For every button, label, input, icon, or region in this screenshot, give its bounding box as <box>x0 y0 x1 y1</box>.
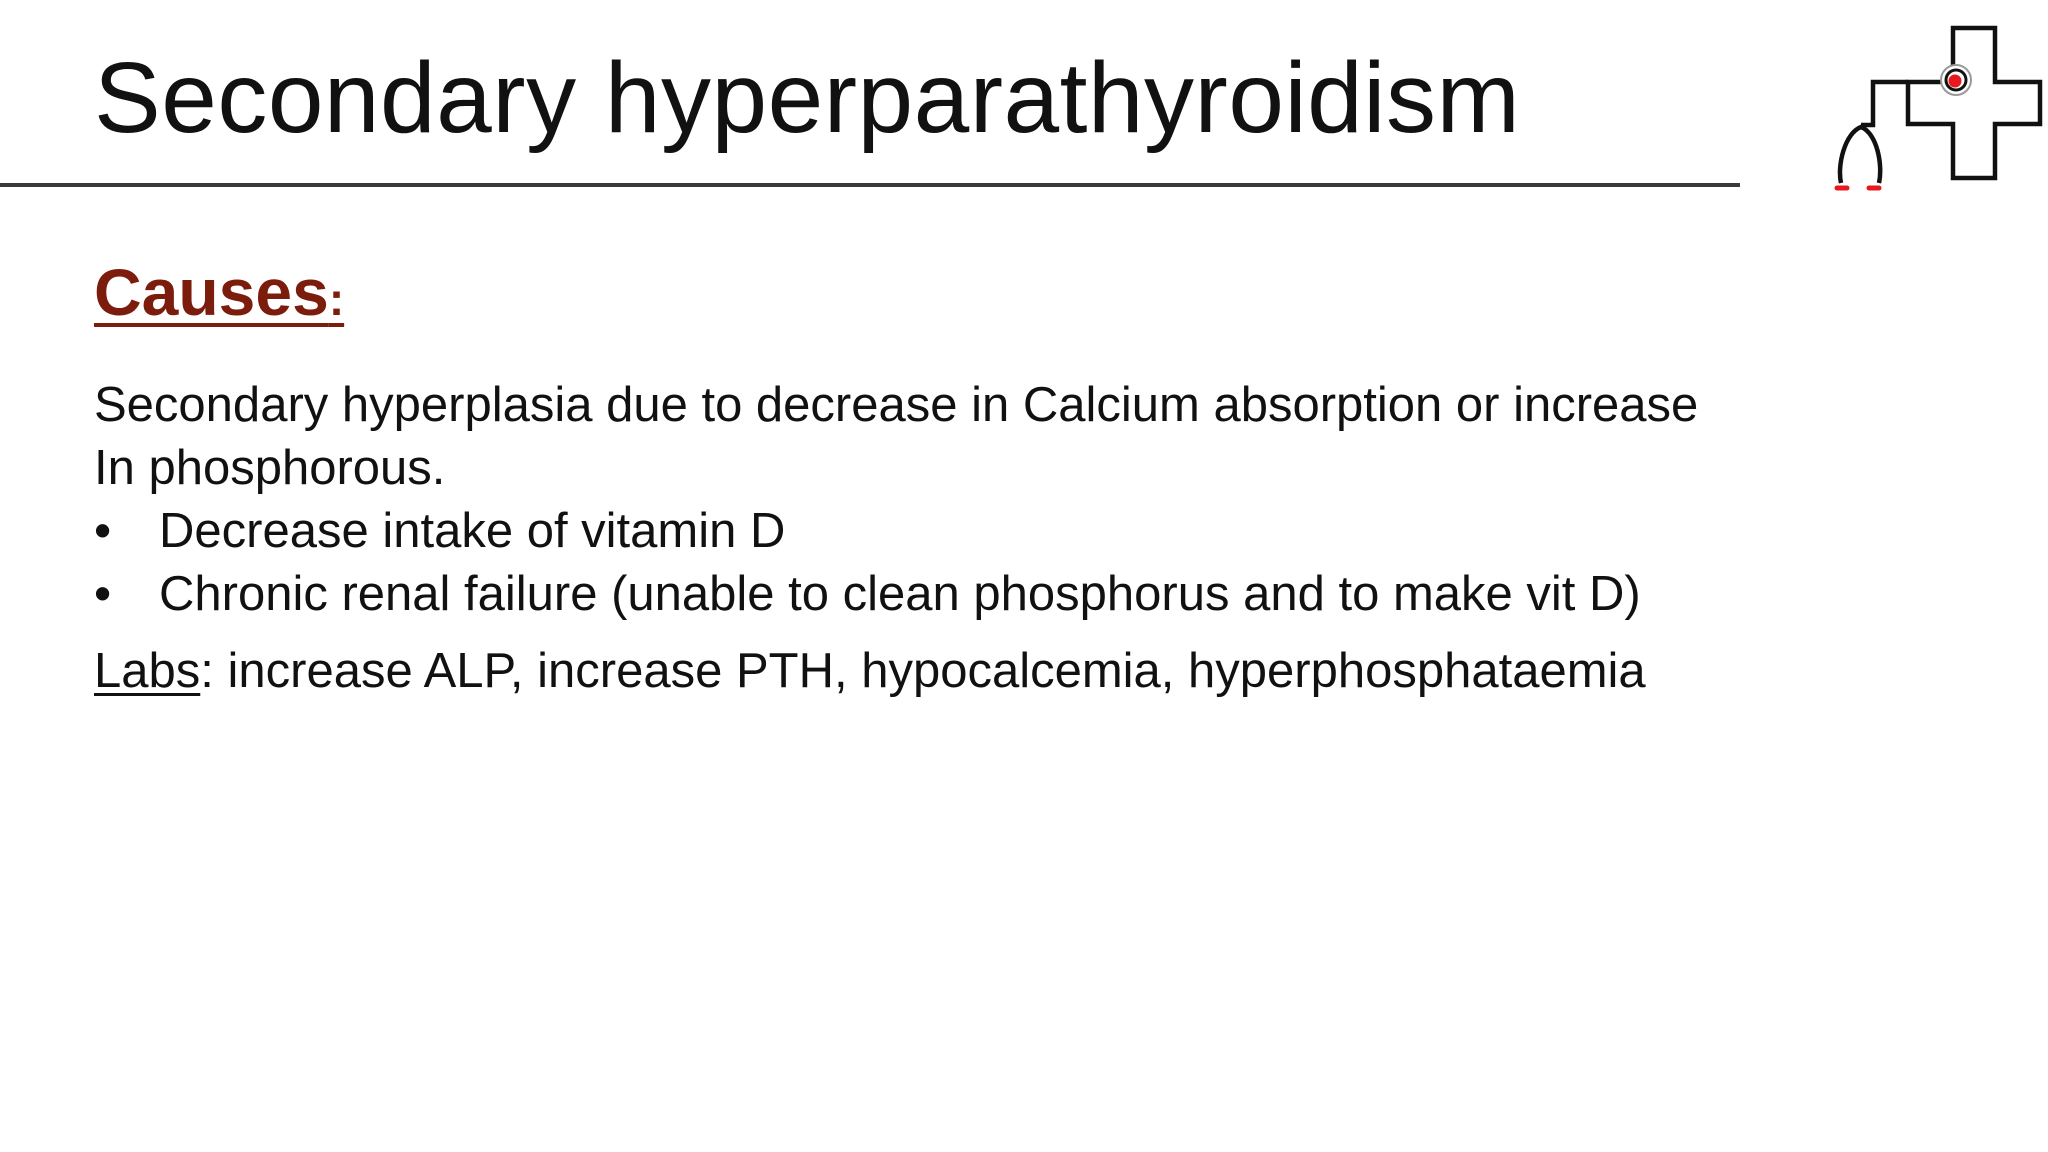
causes-heading <box>94 252 344 339</box>
bullet-marker: • <box>94 567 112 621</box>
bullet-text: Decrease intake of vitamin D <box>159 504 786 558</box>
labs-text: : increase ALP, increase PTH, hypocalcemia, hyperphosphataemia <box>200 644 1646 698</box>
labs-line <box>94 640 1646 703</box>
causes-heading-text: Causes <box>94 255 329 329</box>
medical-cross-stethoscope-icon <box>1815 25 2047 200</box>
bullet-item <box>94 500 1994 563</box>
causes-intro-line-1: Secondary hyperplasia due to decrease in Calcium absorption or increase <box>94 378 1699 432</box>
causes-bullet-list <box>94 500 1994 626</box>
bullet-marker: • <box>94 504 112 558</box>
bullet-text: Chronic renal failure (unable to clean phosphorus and to make vit D) <box>159 567 1641 621</box>
causes-heading-colon: : <box>328 273 345 325</box>
bullet-item <box>94 563 1994 626</box>
causes-body <box>94 374 1994 626</box>
labs-label: Labs <box>94 644 201 698</box>
causes-intro-line-2: In phosphorous. <box>94 441 446 495</box>
title-divider <box>0 183 1740 187</box>
slide-title: Secondary hyperparathyroidism <box>94 42 1521 154</box>
